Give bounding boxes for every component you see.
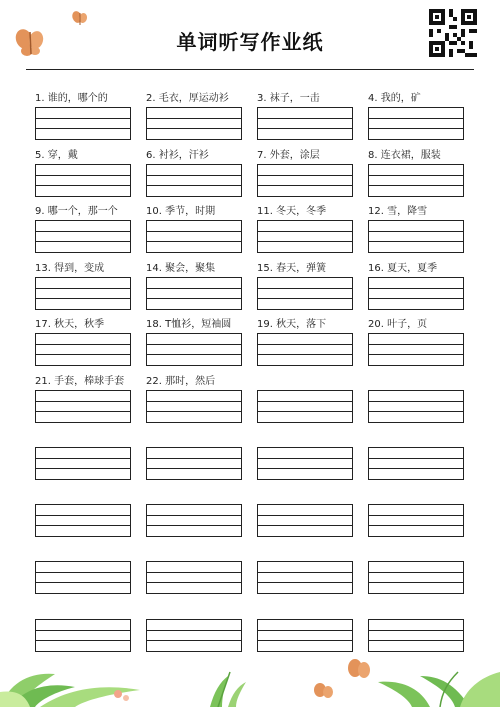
writing-box[interactable] xyxy=(35,107,131,140)
writing-box[interactable] xyxy=(368,164,464,197)
writing-line xyxy=(369,231,463,232)
word-label: 1. 谁的，哪个的 xyxy=(35,93,108,104)
dictation-cell xyxy=(35,547,131,594)
writing-line xyxy=(147,458,241,459)
writing-line xyxy=(258,582,352,583)
word-label: 9. 哪一个，那一个 xyxy=(35,206,118,217)
writing-line xyxy=(36,582,130,583)
writing-line xyxy=(258,175,352,176)
dictation-cell xyxy=(35,93,131,140)
word-label: 13. 得到，变成 xyxy=(35,263,105,274)
dictation-cell xyxy=(35,376,131,423)
dictation-cell xyxy=(257,490,353,537)
writing-box[interactable] xyxy=(146,164,242,197)
writing-line xyxy=(147,185,241,186)
dictation-cell xyxy=(146,433,242,480)
writing-line xyxy=(369,128,463,129)
writing-line xyxy=(258,468,352,469)
writing-box[interactable] xyxy=(35,504,131,537)
writing-line xyxy=(36,288,130,289)
writing-box[interactable] xyxy=(257,277,353,310)
dictation-cell xyxy=(257,206,353,253)
writing-line xyxy=(258,118,352,119)
word-label: 17. 秋天，秋季 xyxy=(35,319,105,330)
writing-line xyxy=(147,354,241,355)
writing-line xyxy=(147,231,241,232)
writing-line xyxy=(258,525,352,526)
writing-line xyxy=(369,344,463,345)
writing-line xyxy=(36,185,130,186)
word-label: 3. 袜子，一击 xyxy=(257,93,320,104)
writing-line xyxy=(36,128,130,129)
writing-line xyxy=(36,231,130,232)
writing-line xyxy=(369,241,463,242)
writing-line xyxy=(147,411,241,412)
dictation-cell xyxy=(146,206,242,253)
writing-line xyxy=(147,128,241,129)
writing-line xyxy=(147,401,241,402)
writing-line xyxy=(258,354,352,355)
word-label: 11. 冬天，冬季 xyxy=(257,206,327,217)
writing-box[interactable] xyxy=(35,447,131,480)
writing-line xyxy=(36,630,130,631)
writing-box[interactable] xyxy=(257,333,353,366)
dictation-cell xyxy=(146,376,242,423)
word-label: 22. 那时，然后 xyxy=(146,376,216,387)
writing-box[interactable] xyxy=(146,390,242,423)
footer-decoration xyxy=(0,632,500,707)
dictation-cell xyxy=(146,319,242,366)
writing-line xyxy=(369,572,463,573)
dictation-cell xyxy=(146,263,242,310)
writing-box[interactable] xyxy=(257,107,353,140)
dictation-cell xyxy=(35,319,131,366)
writing-line xyxy=(36,458,130,459)
dictation-cell xyxy=(368,433,464,480)
writing-box[interactable] xyxy=(368,390,464,423)
writing-box[interactable] xyxy=(257,447,353,480)
dictation-cell xyxy=(257,263,353,310)
writing-box[interactable] xyxy=(257,504,353,537)
writing-box[interactable] xyxy=(257,390,353,423)
word-label: 10. 季节，时期 xyxy=(146,206,216,217)
writing-line xyxy=(147,515,241,516)
writing-line xyxy=(36,572,130,573)
writing-line xyxy=(147,468,241,469)
dictation-cell xyxy=(257,433,353,480)
word-label: 18. T恤衫，短袖圆 xyxy=(146,319,232,330)
dictation-cell xyxy=(368,490,464,537)
writing-line xyxy=(369,185,463,186)
writing-line xyxy=(258,458,352,459)
writing-line xyxy=(258,401,352,402)
writing-line xyxy=(36,525,130,526)
writing-line xyxy=(258,288,352,289)
writing-box[interactable] xyxy=(368,561,464,594)
writing-line xyxy=(258,185,352,186)
writing-line xyxy=(147,288,241,289)
writing-box[interactable] xyxy=(35,390,131,423)
writing-line xyxy=(147,582,241,583)
word-label: 6. 衬衫，汗衫 xyxy=(146,150,209,161)
writing-line xyxy=(258,298,352,299)
writing-line xyxy=(258,344,352,345)
writing-box[interactable] xyxy=(257,220,353,253)
page-title: 单词听写作业纸 xyxy=(176,30,324,54)
word-label: 7. 外套，涂层 xyxy=(257,150,320,161)
writing-line xyxy=(258,231,352,232)
writing-box[interactable] xyxy=(35,164,131,197)
dictation-cell xyxy=(35,490,131,537)
word-label: 4. 我的，矿 xyxy=(368,93,421,104)
writing-line xyxy=(36,175,130,176)
writing-box[interactable] xyxy=(35,220,131,253)
writing-line xyxy=(369,525,463,526)
dictation-cell xyxy=(257,547,353,594)
writing-line xyxy=(258,572,352,573)
writing-line xyxy=(369,582,463,583)
dictation-cell xyxy=(368,263,464,310)
dictation-cell xyxy=(146,150,242,197)
word-label: 15. 春天，弹簧 xyxy=(257,263,327,274)
writing-box[interactable] xyxy=(146,333,242,366)
dictation-cell xyxy=(368,376,464,423)
writing-box[interactable] xyxy=(368,504,464,537)
dictation-cell xyxy=(35,263,131,310)
writing-box[interactable] xyxy=(368,220,464,253)
writing-line xyxy=(258,411,352,412)
writing-line xyxy=(369,458,463,459)
writing-line xyxy=(147,298,241,299)
word-label: 5. 穿，戴 xyxy=(35,150,78,161)
writing-line xyxy=(369,288,463,289)
writing-line xyxy=(36,401,130,402)
word-label: 21. 手套，棒球手套 xyxy=(35,376,125,387)
writing-box[interactable] xyxy=(35,277,131,310)
writing-box[interactable] xyxy=(146,504,242,537)
writing-line xyxy=(36,298,130,299)
dictation-cell xyxy=(146,490,242,537)
writing-line xyxy=(36,411,130,412)
dictation-cell xyxy=(257,93,353,140)
writing-box[interactable] xyxy=(368,447,464,480)
writing-line xyxy=(36,118,130,119)
writing-box[interactable] xyxy=(146,107,242,140)
writing-line xyxy=(36,344,130,345)
writing-box[interactable] xyxy=(257,561,353,594)
writing-line xyxy=(369,411,463,412)
dictation-cell xyxy=(257,150,353,197)
writing-box[interactable] xyxy=(257,164,353,197)
writing-line xyxy=(369,354,463,355)
dictation-cell xyxy=(35,206,131,253)
word-label: 14. 聚会，聚集 xyxy=(146,263,216,274)
writing-line xyxy=(147,118,241,119)
writing-line xyxy=(147,344,241,345)
dictation-cell xyxy=(257,376,353,423)
dictation-cell xyxy=(368,93,464,140)
dictation-cell xyxy=(368,150,464,197)
writing-box[interactable] xyxy=(368,333,464,366)
writing-line xyxy=(147,175,241,176)
writing-line xyxy=(258,515,352,516)
word-label: 19. 秋天，落下 xyxy=(257,319,327,330)
dictation-cell xyxy=(35,150,131,197)
writing-line xyxy=(36,515,130,516)
dictation-cell xyxy=(368,319,464,366)
writing-box[interactable] xyxy=(368,277,464,310)
writing-box[interactable] xyxy=(146,277,242,310)
writing-line xyxy=(258,241,352,242)
writing-line xyxy=(147,241,241,242)
writing-line xyxy=(147,572,241,573)
writing-line xyxy=(369,175,463,176)
dictation-cell xyxy=(146,547,242,594)
writing-line xyxy=(36,241,130,242)
writing-line xyxy=(147,630,241,631)
dictation-cell xyxy=(368,206,464,253)
word-label: 20. 叶子，页 xyxy=(368,319,428,330)
writing-line xyxy=(258,128,352,129)
word-label: 2. 毛衣，厚运动衫 xyxy=(146,93,229,104)
dictation-cell xyxy=(146,93,242,140)
writing-line xyxy=(369,468,463,469)
writing-line xyxy=(369,298,463,299)
dictation-cell xyxy=(368,547,464,594)
writing-box[interactable] xyxy=(146,447,242,480)
writing-box[interactable] xyxy=(146,561,242,594)
writing-box[interactable] xyxy=(146,220,242,253)
word-label: 12. 雪，降雪 xyxy=(368,206,428,217)
word-label: 8. 连衣裙，服装 xyxy=(368,150,441,161)
writing-line xyxy=(369,401,463,402)
writing-line xyxy=(36,468,130,469)
writing-box[interactable] xyxy=(35,561,131,594)
word-label: 16. 夏天，夏季 xyxy=(368,263,438,274)
writing-box[interactable] xyxy=(368,107,464,140)
writing-line xyxy=(258,630,352,631)
writing-box[interactable] xyxy=(35,333,131,366)
dictation-cell xyxy=(257,319,353,366)
writing-line xyxy=(369,515,463,516)
writing-line xyxy=(369,118,463,119)
writing-line xyxy=(147,525,241,526)
dictation-cell xyxy=(35,433,131,480)
writing-line xyxy=(369,630,463,631)
writing-line xyxy=(36,354,130,355)
